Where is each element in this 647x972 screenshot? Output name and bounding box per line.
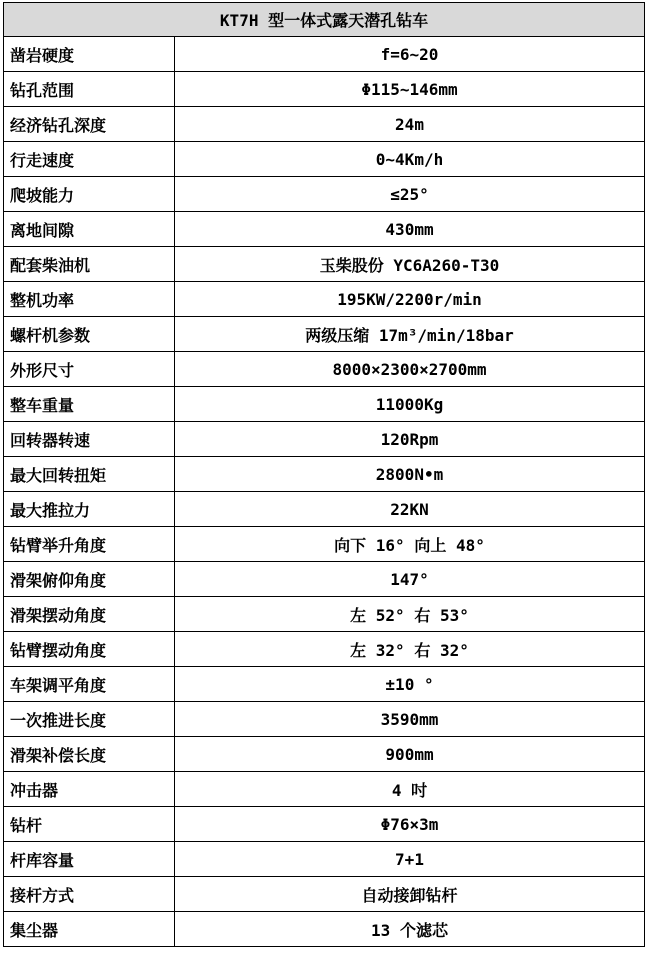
param-value: 3590mm (175, 702, 645, 737)
table-row (4, 702, 645, 737)
param-name: 钻臂摆动角度 (4, 632, 175, 667)
param-value: 4 吋 (175, 772, 645, 807)
param-name: 整车重量 (4, 387, 175, 422)
param-value: 0~4Km/h (175, 142, 645, 177)
table-row (4, 212, 645, 247)
table-row (4, 667, 645, 702)
table-row (4, 632, 645, 667)
table-row (4, 352, 645, 387)
param-name: 外形尺寸 (4, 352, 175, 387)
spec-table (3, 2, 645, 947)
param-name: 钻孔范围 (4, 72, 175, 107)
param-name: 配套柴油机 (4, 247, 175, 282)
param-name: 杆库容量 (4, 842, 175, 877)
param-value: Φ76×3m (175, 807, 645, 842)
param-value: 玉柴股份 YC6A260-T30 (175, 247, 645, 282)
param-name: 车架调平角度 (4, 667, 175, 702)
param-name: 最大回转扭矩 (4, 457, 175, 492)
param-name: 钻杆 (4, 807, 175, 842)
table-row (4, 37, 645, 72)
param-value: 24m (175, 107, 645, 142)
param-value: 7+1 (175, 842, 645, 877)
param-value: 向下 16° 向上 48° (175, 527, 645, 562)
param-value: 900mm (175, 737, 645, 772)
param-value: Φ115~146mm (175, 72, 645, 107)
table-row (4, 877, 645, 912)
param-value: 两级压缩 17m³/min/18bar (175, 317, 645, 352)
table-row (4, 177, 645, 212)
param-value: 22KN (175, 492, 645, 527)
param-name: 冲击器 (4, 772, 175, 807)
param-value: 120Rpm (175, 422, 645, 457)
param-name: 接杆方式 (4, 877, 175, 912)
table-row (4, 737, 645, 772)
param-value: 11000Kg (175, 387, 645, 422)
param-name: 离地间隙 (4, 212, 175, 247)
table-row (4, 107, 645, 142)
spec-body (4, 37, 645, 947)
param-name: 滑架俯仰角度 (4, 562, 175, 597)
table-row (4, 422, 645, 457)
table-title: KT7H 型一体式露天潜孔钻车 (4, 3, 645, 37)
param-name: 行走速度 (4, 142, 175, 177)
table-row (4, 72, 645, 107)
param-value: 147° (175, 562, 645, 597)
param-name: 钻臂举升角度 (4, 527, 175, 562)
param-value: 430mm (175, 212, 645, 247)
param-name: 经济钻孔深度 (4, 107, 175, 142)
table-row (4, 562, 645, 597)
param-name: 回转器转速 (4, 422, 175, 457)
param-name: 最大推拉力 (4, 492, 175, 527)
table-row (4, 247, 645, 282)
param-value: 2800N•m (175, 457, 645, 492)
param-name: 凿岩硬度 (4, 37, 175, 72)
title-row (4, 3, 645, 37)
table-row (4, 457, 645, 492)
table-row (4, 387, 645, 422)
param-value: 自动接卸钻杆 (175, 877, 645, 912)
param-name: 滑架补偿长度 (4, 737, 175, 772)
table-row (4, 317, 645, 352)
table-row (4, 772, 645, 807)
param-value: f=6~20 (175, 37, 645, 72)
param-name: 整机功率 (4, 282, 175, 317)
table-row (4, 492, 645, 527)
param-name: 滑架摆动角度 (4, 597, 175, 632)
param-value: 195KW/2200r/min (175, 282, 645, 317)
table-row (4, 527, 645, 562)
table-row (4, 807, 645, 842)
table-row (4, 842, 645, 877)
param-value: ≤25° (175, 177, 645, 212)
param-value: ±10 ° (175, 667, 645, 702)
table-row (4, 142, 645, 177)
param-name: 爬坡能力 (4, 177, 175, 212)
param-name: 螺杆机参数 (4, 317, 175, 352)
table-row (4, 282, 645, 317)
param-value: 左 52° 右 53° (175, 597, 645, 632)
param-name: 集尘器 (4, 912, 175, 947)
param-name: 一次推进长度 (4, 702, 175, 737)
table-row (4, 912, 645, 947)
param-value: 8000×2300×2700mm (175, 352, 645, 387)
param-value: 左 32° 右 32° (175, 632, 645, 667)
table-row (4, 597, 645, 632)
param-value: 13 个滤芯 (175, 912, 645, 947)
